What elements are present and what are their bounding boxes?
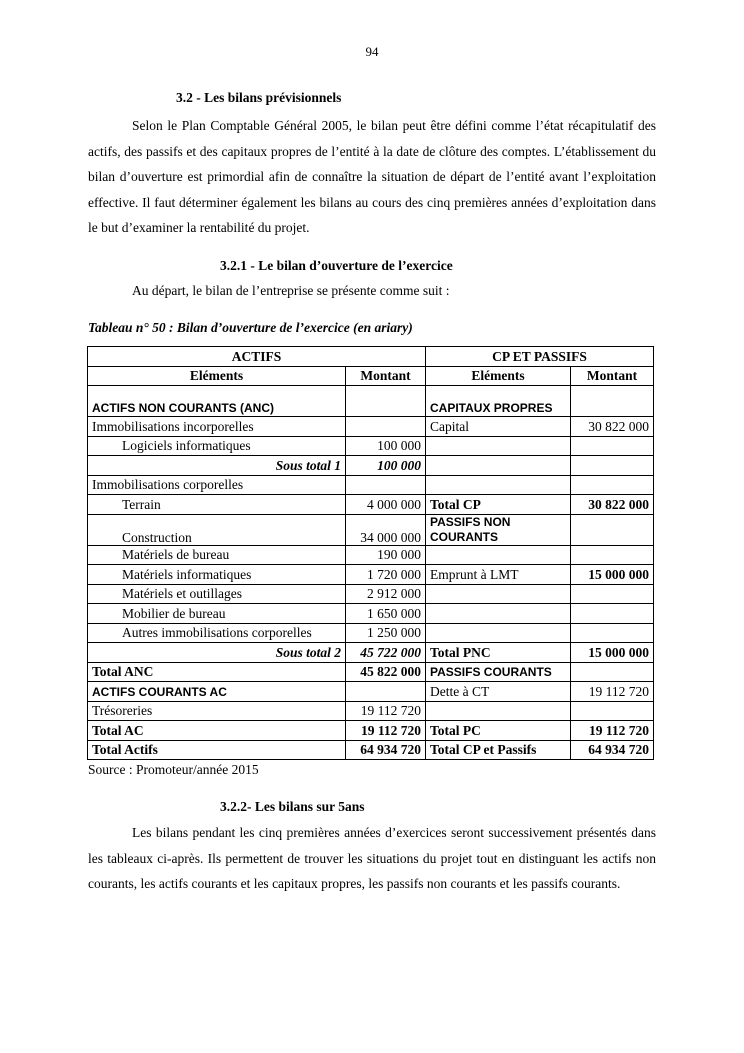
table-cell: 1 720 000	[346, 565, 426, 585]
table-cell: Terrain	[88, 495, 346, 515]
table-cell	[426, 456, 571, 476]
table-cell: 15 000 000	[571, 565, 654, 585]
table-cell: Mobilier de bureau	[88, 604, 346, 624]
table-row	[88, 565, 654, 585]
table-cell: 19 112 720	[346, 701, 426, 721]
column-header: Montant	[571, 366, 654, 386]
table-cell: Immobilisations incorporelles	[88, 417, 346, 437]
table-cell	[571, 604, 654, 624]
table-row	[88, 682, 654, 702]
table-cell: 100 000	[346, 436, 426, 456]
table-row	[88, 662, 654, 682]
table-cell: 64 934 720	[571, 740, 654, 760]
table-row	[88, 623, 654, 643]
table-cell: Matériels informatiques	[88, 565, 346, 585]
table-column-header-row	[88, 366, 654, 386]
table-cell	[346, 386, 426, 417]
table-cell: ACTIFS COURANTS AC	[88, 682, 346, 702]
table-cell	[426, 436, 571, 456]
table-cell	[571, 584, 654, 604]
table-cell	[571, 514, 654, 545]
table-source: Source : Promoteur/année 2015	[88, 762, 259, 777]
table-row	[88, 514, 654, 545]
table-cell: PASSIFS NON COURANTS	[426, 514, 571, 545]
table-cell	[571, 475, 654, 495]
table-cell: 2 912 000	[346, 584, 426, 604]
table-cell	[571, 623, 654, 643]
table-cell: 15 000 000	[571, 643, 654, 663]
section-3-2-2-title: 3.2.2- Les bilans sur 5ans	[220, 799, 365, 814]
table-cell: Emprunt à LMT	[426, 565, 571, 585]
opening-balance-table	[87, 346, 654, 760]
table-cell	[571, 701, 654, 721]
table-cell	[426, 475, 571, 495]
table-cell: Sous total 1	[88, 456, 346, 476]
table-cell	[346, 417, 426, 437]
table-caption: Tableau n° 50 : Bilan d’ouverture de l’exercice (en ariary)	[88, 320, 413, 335]
table-cell: Matériels et outillages	[88, 584, 346, 604]
table-row	[88, 721, 654, 741]
table-row	[88, 417, 654, 437]
table-row	[88, 701, 654, 721]
table-cell	[571, 436, 654, 456]
table-cell: Total AC	[88, 721, 346, 741]
table-cell: Total PC	[426, 721, 571, 741]
table-cell: Matériels de bureau	[88, 545, 346, 565]
column-header: Eléments	[88, 366, 346, 386]
table-row	[88, 456, 654, 476]
table-cell	[426, 584, 571, 604]
table-cell: 34 000 000	[346, 514, 426, 545]
table-cell	[426, 545, 571, 565]
table-cell: 100 000	[346, 456, 426, 476]
table-row	[88, 436, 654, 456]
table-cell	[426, 604, 571, 624]
table-cell: 30 822 000	[571, 495, 654, 515]
table-cell: 1 650 000	[346, 604, 426, 624]
table-cell: Sous total 2	[88, 643, 346, 663]
table-cell: 45 822 000	[346, 662, 426, 682]
table-cell: 30 822 000	[571, 417, 654, 437]
table-row	[88, 643, 654, 663]
table-cell: Trésoreries	[88, 701, 346, 721]
table-row	[88, 584, 654, 604]
table-row	[88, 545, 654, 565]
table-cell	[346, 682, 426, 702]
table-cell: Logiciels informatiques	[88, 436, 346, 456]
table-row	[88, 386, 654, 417]
table-cell	[426, 701, 571, 721]
section-3-2-2-paragraph: Les bilans pendant les cinq premières années d’exercices seront successivement présentés dans les tableaux ci-après. Ils permettent de trouver les situations du projet tout en distinguant les actifs non courants, les actifs courants et les capitaux propres, les passifs non courants et les passifs courants.	[88, 825, 656, 891]
group-header-actifs: ACTIFS	[88, 347, 426, 367]
section-3-2-paragraph: Selon le Plan Comptable Général 2005, le bilan peut être défini comme l’état récapitulatif des actifs, des passifs et des capitaux propres de l’entité à la date de clôture des comptes. L’établissement du bilan d’ouverture est primordial afin de connaître la situation de départ de l’entité avant l’exploitation effective. Il faut déterminer également les bilans au cours des cinq premières années d’exploitation dans le but d’examiner la rentabilité du projet.	[88, 118, 656, 235]
table-cell	[571, 662, 654, 682]
table-cell: 19 112 720	[346, 721, 426, 741]
table-row	[88, 495, 654, 515]
section-3-2-1-intro: Au départ, le bilan de l’entreprise se présente comme suit :	[132, 283, 450, 298]
table-cell	[571, 545, 654, 565]
column-header: Montant	[346, 366, 426, 386]
table-cell: Construction	[88, 514, 346, 545]
table-cell: Dette à CT	[426, 682, 571, 702]
table-cell: Autres immobilisations corporelles	[88, 623, 346, 643]
table-cell: PASSIFS COURANTS	[426, 662, 571, 682]
table-cell	[346, 475, 426, 495]
table-cell: 190 000	[346, 545, 426, 565]
table-cell: Immobilisations corporelles	[88, 475, 346, 495]
table-cell: 4 000 000	[346, 495, 426, 515]
table-cell: Total PNC	[426, 643, 571, 663]
table-cell: Total ANC	[88, 662, 346, 682]
table-row	[88, 740, 654, 760]
table-cell: Total CP et Passifs	[426, 740, 571, 760]
table-cell: 45 722 000	[346, 643, 426, 663]
group-header-cp-passifs: CP ET PASSIFS	[426, 347, 654, 367]
table-cell: CAPITAUX PROPRES	[426, 386, 571, 417]
table-cell: 64 934 720	[346, 740, 426, 760]
table-cell: Total CP	[426, 495, 571, 515]
section-3-2-title: 3.2 - Les bilans prévisionnels	[176, 90, 342, 105]
table-cell: 19 112 720	[571, 721, 654, 741]
section-3-2-1-title: 3.2.1 - Le bilan d’ouverture de l’exercice	[220, 258, 453, 273]
table-cell	[571, 386, 654, 417]
table-row	[88, 604, 654, 624]
table-cell: 1 250 000	[346, 623, 426, 643]
table-cell: 19 112 720	[571, 682, 654, 702]
table-row	[88, 475, 654, 495]
table-cell	[571, 456, 654, 476]
table-group-header-row	[88, 347, 654, 367]
column-header: Eléments	[426, 366, 571, 386]
table-cell: Capital	[426, 417, 571, 437]
table-cell	[426, 623, 571, 643]
page-number: 94	[365, 44, 379, 59]
table-cell: Total Actifs	[88, 740, 346, 760]
table-cell: ACTIFS NON COURANTS (ANC)	[88, 386, 346, 417]
